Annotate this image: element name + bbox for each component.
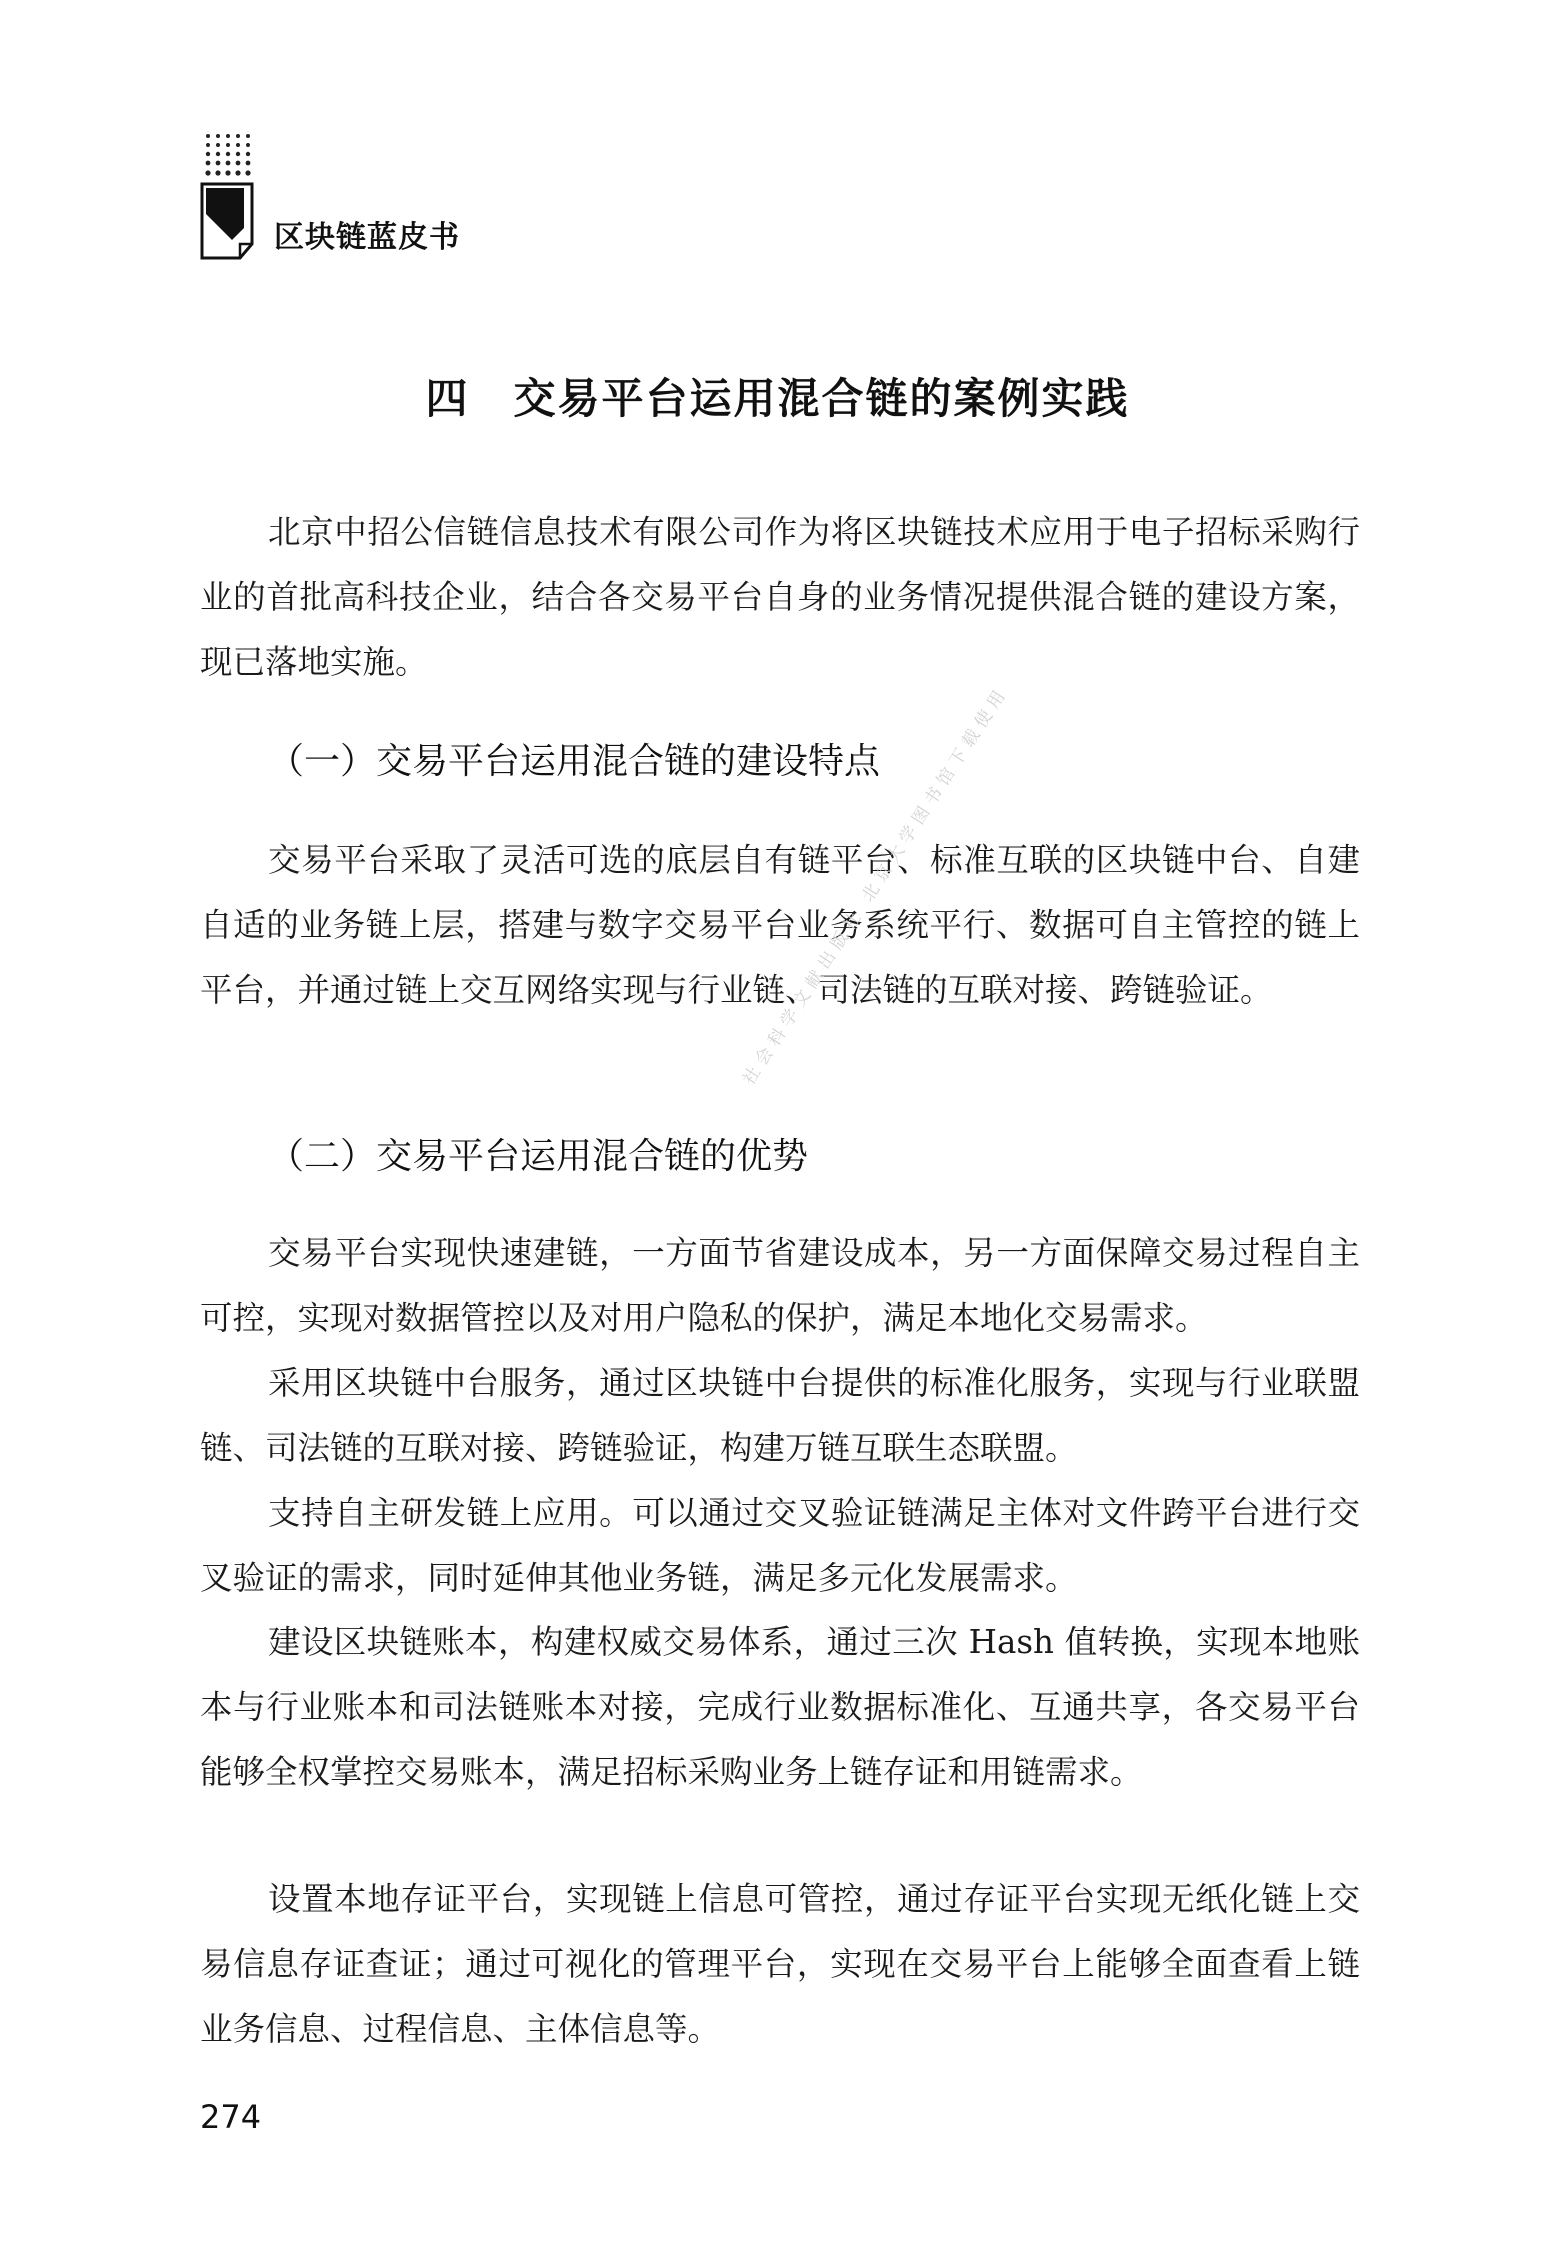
series-title: 区块链蓝皮书	[274, 220, 460, 255]
intro-paragraph: 北京中招公信链信息技术有限公司作为将区块链技术应用于电子招标采购行业的首批高科技企业，结合各交易平台自身的业务情况提供混合链的建设方案，现已落地实施。	[200, 513, 1360, 681]
section2-paragraph-2: 采用区块链中台服务，通过区块链中台提供的标准化服务，实现与行业联盟链、司法链的互联对接、跨链验证，构建万链互联生态联盟。	[200, 1364, 1360, 1467]
section2-paragraph-5: 设置本地存证平台，实现链上信息可管控，通过存证平台实现无纸化链上交易信息存证查证；通过可视化的管理平台，实现在交易平台上能够全面查看上链业务信息、过程信息、主体信息等。	[200, 1880, 1360, 2048]
section2-paragraph-1: 交易平台实现快速建链，一方面节省建设成本，另一方面保障交易过程自主可控，实现对数据管控以及对用户隐私的保护，满足本地化交易需求。	[200, 1234, 1360, 1337]
section-heading-2: （二）交易平台运用混合链的优势	[268, 1136, 809, 1177]
chapter-title	[0, 366, 1555, 426]
section-heading-1: （一）交易平台运用混合链的建设特点	[268, 741, 881, 782]
dot-grid-decoration	[204, 130, 252, 182]
section2-paragraph-3: 支持自主研发链上应用。可以通过交叉验证链满足主体对文件跨平台进行交叉验证的需求，同时延伸其他业务链，满足多元化发展需求。	[200, 1494, 1360, 1597]
section1-paragraph: 交易平台采取了灵活可选的底层自有链平台、标准互联的区块链中台、自建自适的业务链上层，搭建与数字交易平台业务系统平行、数据可自主管控的链上平台，并通过链上交互网络实现与行业链、司法链的互联对接、跨链验证。	[200, 841, 1360, 1009]
running-header	[200, 130, 800, 260]
page-number: 274	[200, 2098, 262, 2136]
bluebook-logo-icon	[200, 182, 258, 260]
watermark: 社会科学文献出版社 北京大学图书馆下载使用	[739, 682, 1013, 1089]
chapter-number: 四	[425, 374, 470, 423]
chapter-title-text: 交易平台运用混合链的案例实践	[513, 374, 1130, 423]
section2-paragraph-4: 建设区块链账本，构建权威交易体系，通过三次 Hash 值转换，实现本地账本与行业账本和司法链账本对接，完成行业数据标准化、互通共享，各交易平台能够全权掌控交易账本，满足招标采购业务上链存证和用链需求。	[200, 1623, 1360, 1791]
